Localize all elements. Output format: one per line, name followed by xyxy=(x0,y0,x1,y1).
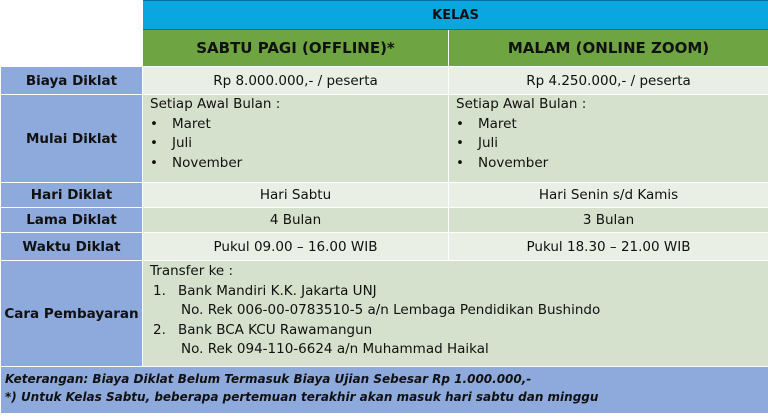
mulai-malam xyxy=(449,95,768,183)
header-sabtu-pagi: SABTU PAGI (OFFLINE)* xyxy=(143,30,449,67)
blank-corner xyxy=(1,1,143,67)
bank-account: No. Rek 006-00-0783510-5 a/n Lembaga Pendidikan Bushindo xyxy=(181,302,601,318)
label-biaya-diklat: Biaya Diklat xyxy=(1,67,143,95)
note-line-biaya-ujian: Keterangan: Biaya Diklat Belum Termasuk Biaya Ujian Sebesar Rp 1.000.000,- xyxy=(5,372,532,386)
mulai-sabtu xyxy=(143,95,449,183)
bullet-icon: • xyxy=(150,115,158,132)
biaya-malam: Rp 4.250.000,- / peserta xyxy=(449,67,768,95)
hari-malam: Hari Senin s/d Kamis xyxy=(449,183,768,208)
list-item: • Juli xyxy=(150,134,448,154)
hari-sabtu: Hari Sabtu xyxy=(143,183,449,208)
transfer-intro: Transfer ke : xyxy=(150,263,234,279)
list-item: 1. Bank Mandiri K.K. Jakarta UNJ xyxy=(153,282,377,299)
list-item: • Juli xyxy=(456,134,768,154)
keterangan-notes xyxy=(1,367,768,414)
label-waktu-diklat: Waktu Diklat xyxy=(1,233,143,261)
cara-pembayaran-detail xyxy=(143,261,768,367)
waktu-sabtu: Pukul 09.00 – 16.00 WIB xyxy=(143,233,449,261)
list-item: 2. Bank BCA KCU Rawamangun xyxy=(153,321,373,338)
bullet-icon: • xyxy=(456,135,464,151)
label-cara-pembayaran: Cara Pembayaran xyxy=(1,261,143,367)
label-lama-diklat: Lama Diklat xyxy=(1,208,143,233)
bullet-icon: • xyxy=(456,115,464,132)
mulai-malam-intro: Setiap Awal Bulan : xyxy=(456,96,587,112)
waktu-malam: Pukul 18.30 – 21.00 WIB xyxy=(449,233,768,261)
bank-name: Bank BCA KCU Rawamangun xyxy=(178,321,373,338)
label-mulai-diklat: Mulai Diklat xyxy=(1,95,143,183)
biaya-sabtu: Rp 8.000.000,- / peserta xyxy=(143,67,449,95)
kelas-header: KELAS xyxy=(143,1,768,30)
bullet-icon: • xyxy=(456,154,464,171)
bank-name: Bank Mandiri K.K. Jakarta UNJ xyxy=(178,282,377,299)
list-item: • Maret xyxy=(456,115,768,135)
list-item: • Maret xyxy=(150,115,448,135)
bullet-icon: • xyxy=(150,135,158,151)
mulai-sabtu-intro: Setiap Awal Bulan : xyxy=(150,96,281,112)
header-malam-online: MALAM (ONLINE ZOOM) xyxy=(449,30,768,67)
lama-malam: 3 Bulan xyxy=(449,208,768,233)
bullet-icon: • xyxy=(150,154,158,171)
bank-account: No. Rek 094-110-6624 a/n Muhammad Haikal xyxy=(181,341,489,357)
note-line-kelas-sabtu: *) Untuk Kelas Sabtu, beberapa pertemuan terakhir akan masuk hari sabtu dan minggu xyxy=(5,390,599,404)
lama-sabtu: 4 Bulan xyxy=(143,208,449,233)
label-hari-diklat: Hari Diklat xyxy=(1,183,143,208)
list-item: • November xyxy=(150,154,448,174)
list-item: • November xyxy=(456,154,768,174)
